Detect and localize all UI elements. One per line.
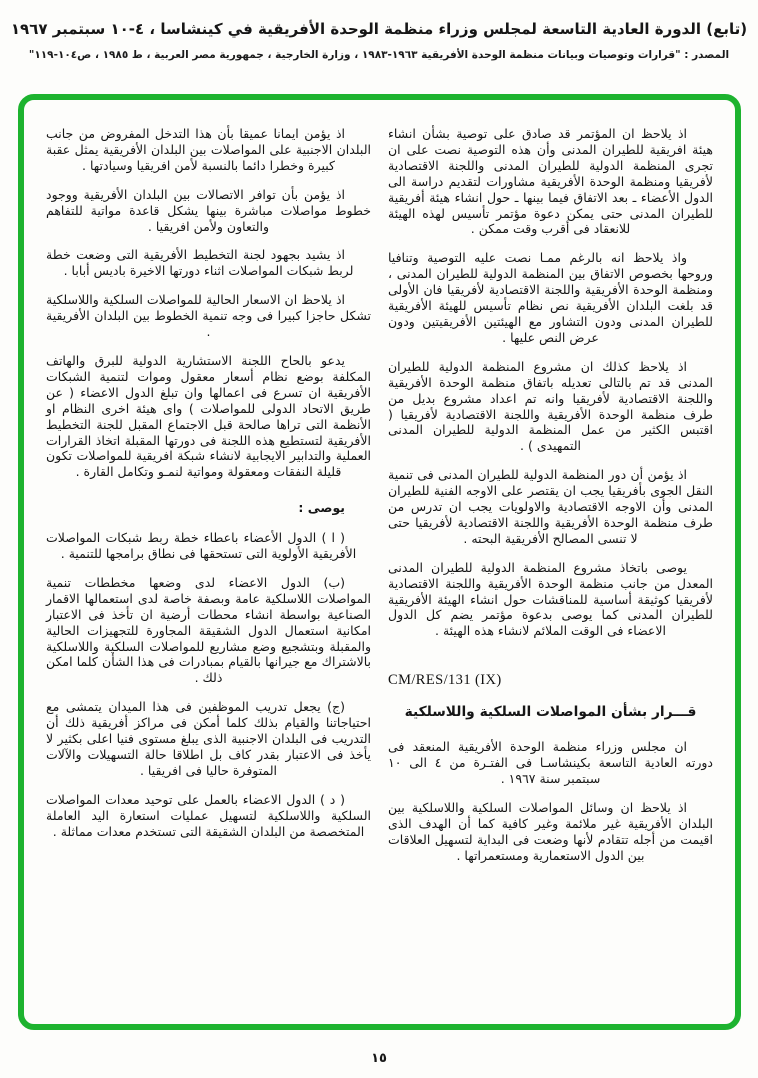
paragraph: ( د ) الدول الاعضاء بالعمل على توحيد معدات المواصلات السلكية واللاسلكية لتسهيل عمليات استعارة اليد العاملة المتخصصة من البلدان الشقيقة التى تستخدم معدات مماثلة .	[46, 791, 371, 839]
paragraph: اذ يلاحظ ان وسائل المواصلات السلكية واللاسلكية بين البلدان الأفريقية غير ملائمة وغير كافية كما أن الهدف الذى اقيمت من أجله تتقادم لأنها وضعت فى البداية لتسهيل العلاقات بين الدول الاستعمارية ومستعمراتها .	[388, 799, 713, 863]
paragraph: اذ يؤمن ايمانا عميقا بأن هذا التدخل المفروض من جانب البلدان الاجنبية على المواصلات بين البلدان الأفريقية يمثل عقبة كبيرة وخطرا دائما بالنسبة لأمن افريقيا وسيادتها .	[46, 126, 371, 173]
paragraph: ( ا ) الدول الأعضاء باعطاء خطة ربط شبكات المواصلات الأفريقية الأولوية التى تستحقها فى نطاق برامجها للتنمية .	[46, 530, 357, 562]
paragraph: واذ يلاحظ انه بالرغم ممـا نصت عليه التوصية وتنافيا وروحها بخصوص الاتفاق بين المنظمة الدولية للطيران المدنى ، ومنظمة الوحدة الأفريقية واللجنة الاقتصادية لأفريقيا فان الأولى قد بلغت البلدان الأفريقية نص نظام تأسيس للهيئة الأفريقية للطيران المدنى ودون التشاور مع الهيئتين الأفريقيتين ودون عرض النص عليها .	[388, 250, 713, 345]
paragraph: (ب) الدول الاعضاء لدى وضعها مخططات تنمية المواصلات اللاسلكية عامة وبصفة خاصة لدى استعمالها الاقمار الصناعية بواسطة انشاء محطات أرضية ان تأخذ فى الاعتبار امكانية استعمال الدول الشقيقة المجاورة للتجهيزات الحالية والمقبلة وبتشجيع وضع مشاريع للمواصلات السلكية واللاسلكية بالاشتراك مع جيرانها بالقيام بمبادرات فى هذا الشأن كلما امكن ذلك .	[46, 574, 371, 686]
paragraph: اذ يؤمن أن دور المنظمة الدولية للطيران المدنى فى تنمية النقل الجوى بأفريقيا يجب ان يقتصر على الاوجه الفنية للطيران المدنى وأن الاوجه الاقتصادية والاولويات يجب ان تدرس من طرف منظمة الوحدة الأفريقية واللجنة الاقتصادية لأفريقيا حتى لا تنسى المصالح الأفريقية البحته .	[388, 467, 713, 546]
document-title: (تابع) الدورة العادية التاسعة لمجلس وزراء منظمة الوحدة الأفريقية في كينشاسا ، ٤-١٠ سبتمبر ١٩٦٧	[10, 20, 748, 38]
paragraph: اذ يلاحظ كذلك ان مشروع المنظمة الدولية للطيران المدنى قد تم بالتالى تعديله باتفاق منظمة الوحدة الأفريقية واللجنة الاقتصادية لأفريقيا وانه تم اعداد مشروع بديل من طرف منظمة الوحدة الأفريقية واللجنة الاقتصادية لأفريقيا ( اقتبس الكثير من عمل المنظمة الدولية للطيران المدنى التمهيدى ) .	[388, 358, 713, 454]
page-footer	[0, 1047, 758, 1066]
paragraph: ان مجلس وزراء منظمة الوحدة الأفريقية المنعقد فى دورته العادية التاسعة بكينشاسـا فى الفتـرة من ٤ الى ١٠ سبتمبر سنة ١٩٦٧ .	[388, 739, 713, 786]
source-citation: المصدر : "قرارات وتوصيات وبيانات منظمة الوحدة الأفريقية ١٩٦٣-١٩٨٣ ، وزارة الخارجية ، جمهورية مصر العربية ، ط ١٩٨٥ ، ص١٠٤-١١٩"	[28, 48, 730, 61]
paragraph: اذ يشيد بجهود لجنة التخطيط الأفريقية التى وضعت خطة لربط شبكات المواصلات اثناء دورتها الاخيرة باديس أبابا .	[46, 247, 354, 279]
paragraph: يوصى باتخاذ مشروع المنظمة الدولية للطيران المدنى المعدل من جانب منظمة الوحدة الأفريقية واللجنة الاقتصادية لأفريقيا كوثيقة أساسية للمناقشات حول انشاء الهيئة الأفريقية للطيران المدنى كما يوصى بدعوة مؤتمر يضم كل الدول الاعضاء فى الوقت الملائم لانشاء هذه الهيئة .	[388, 559, 713, 639]
content-border-box	[18, 94, 741, 1030]
page-number: ١٥	[371, 1051, 387, 1066]
resolution-code: CM/RES/131 (IX)	[388, 672, 502, 689]
recommend-label: يوصى :	[298, 500, 345, 516]
paragraph: اذ يلاحظ ان الاسعار الحالية للمواصلات السلكية واللاسلكية تشكل حاجزا كبيرا فى وجه تنمية الخطوط بين البلدان الأفريقية .	[46, 292, 371, 340]
resolution-title: قـــرار بشأن المواصلات السلكية واللاسلكية	[404, 704, 697, 721]
paragraph: يدعو بالحاح اللجنة الاستشارية الدولية للبرق والهاتف المكلفة بوضع نظام أسعار معقول وموات لتنمية الشبكات الأفريقية ان تسرع فى اعمالها وان تبلغ الدول الاعضاء ( عن طريق الاتحاد الدولى للمواصلات ) واى هيئة اخرى النظام او الأنظمة التى تراها صالحة قبل الاجتماع المقبل للجنة التخطيط الأفريقية لتستطيع هذه اللجنة فى دورتها المقبلة اتخاذ القرارات العملية والتدابير الايجابية لانشاء شبكة افريقية للمواصلات تكون قليلة النفقات ومعقولة ومواتية لنمـو وتكامل القارة .	[46, 352, 371, 480]
page-header	[0, 0, 758, 61]
right-column	[388, 126, 713, 1016]
paragraph: اذ يؤمن بأن توافر الاتصالات بين البلدان الأفريقية ووجود خطوط مواصلات مباشرة بينها يشكل قاعدة مواتية للتفاهم والتعاون ولأمن افريقيا .	[46, 186, 371, 234]
paragraph: (ج) يجعل تدريب الموظفين فى هذا الميدان يتمشى مع احتياجاتنا والقيام بذلك كلما أمكن فى مراكز أفريقية ذلك أن التدريب فى البلدان الاجنبية الذى يبلغ مستوى فنيا اعلى بكثير لا يأخذ فى الاعتبار بقدر كاف بل اطلاقا حالة التسهيلات والآلات المتوفرة حاليا فى افريقيا .	[46, 699, 371, 778]
two-column-layout	[46, 126, 713, 1016]
paragraph: اذ يلاحظ ان المؤتمر قد صادق على توصية بشأن انشاء هيئة افريقية للطيران المدنى وأن هذه التوصية نصت على ان تجرى المنظمة الدولية للطيران المدنى واللجنة الاقتصادية لأفريقيا ومنظمة الوحدة الأفريقية مشاورات لتقديم دراسة الى الدول الأعضاء ـ بعد الاتفاق فيما بينها ـ حول انشاء هيئة أفريقية للطيران المدنى حتى يمكن دعوة مؤتمر تأسيس لهذه الهيئة للانعقاد فى أقرب وقت ممكن .	[388, 126, 713, 237]
left-column	[46, 126, 371, 1016]
